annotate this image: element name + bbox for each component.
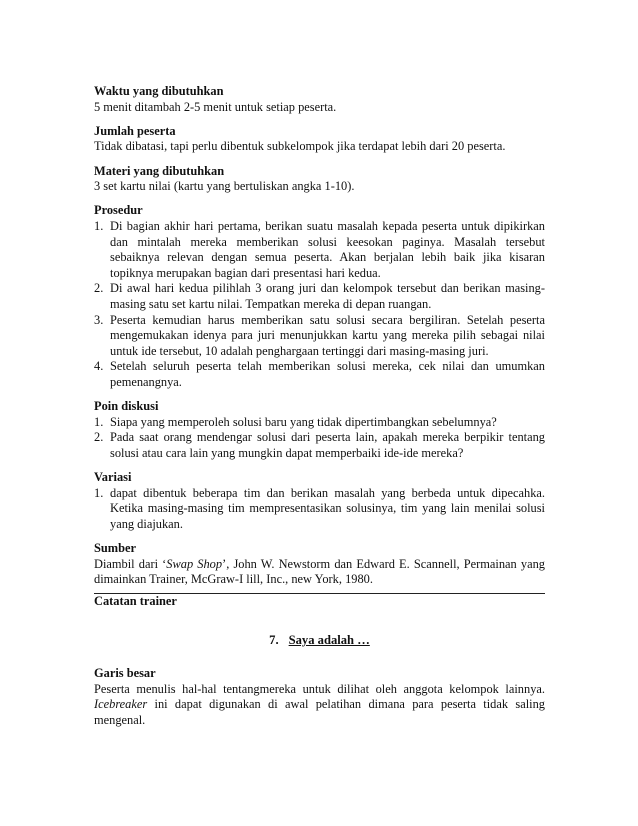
section-garis-besar [94, 666, 545, 728]
poin-list [94, 415, 545, 462]
heading-sumber: Sumber [94, 541, 136, 555]
text-materi: 3 set kartu nilai (kartu yang bertuliskan angka 1-10). [94, 179, 355, 194]
heading-catatan-trainer: Catatan trainer [94, 593, 177, 608]
garis-em: Icebreaker [94, 697, 148, 712]
list-text: Di awal hari kedua pilihlah 3 orang juri dan kelompok tersebut dan berikan masing-masing satu set kartu nilai. Tempatkan mereka di depan ruangan. [110, 281, 545, 311]
section-prosedur [94, 203, 545, 390]
list-number: 1. [94, 485, 104, 500]
section-poin-diskusi [94, 399, 545, 461]
list-item [94, 281, 545, 312]
section-variasi [94, 470, 545, 532]
list-number: 2. [94, 281, 104, 296]
sumber-post: ’, John W. Newstorm dan Edward E. Scannell, Permainan yang dimainkan Trainer, McGraw-I lill, Inc., new York, 1980. [94, 556, 545, 587]
chapter-title: Saya adalah … [288, 633, 370, 648]
list-number: 2. [94, 430, 104, 445]
text-jumlah: Tidak dibatasi, tapi perlu dibentuk subkelompok jika terdapat lebih dari 20 peserta. [94, 139, 506, 154]
list-text: Siapa yang memperoleh solusi baru yang tidak dipertimbangkan sebelumnya? [110, 414, 497, 429]
list-number: 1. [94, 414, 104, 429]
section-catatan [94, 594, 545, 610]
list-text: Peserta kemudian harus memberikan satu solusi secara bergiliran. Setelah peserta mengemukakan idenya para juri menunjukkan kartu yang mereka pilih sebagai nilai untuk ide tersebut, 10 adalah penghargaan tertinggi dari masing-masing juri. [110, 312, 545, 358]
sumber-pre: Diambil dari ‘ [94, 556, 167, 571]
sumber-title: Swap Shop [166, 556, 223, 571]
heading-materi: Materi yang dibutuhkan [94, 163, 225, 178]
list-text: Pada saat orang mendengar solusi dari peserta lain, apakah mereka berpikir tentang solusi atau cara lain yang mungkin dapat memperbaiki ide-ide mereka? [110, 430, 545, 460]
heading-prosedur: Prosedur [94, 203, 143, 218]
list-text: dapat dibentuk beberapa tim dan berikan masalah yang berbeda untuk dipecahka. Ketika masing-masing tim mempresentasikan solusinya, tim yang lain menilai solusi yang diajukan. [110, 485, 545, 531]
list-item [94, 415, 545, 431]
text-garis-besar [94, 682, 545, 729]
list-item [94, 430, 545, 461]
section-sumber [94, 541, 545, 594]
list-item [94, 219, 545, 281]
garis-pre: Peserta menulis hal-hal tentangmereka untuk dilihat oleh anggota kelompok lainnya. [94, 681, 545, 696]
garis-post: ini dapat digunakan di awal pelatihan dimana para peserta tidak saling mengenal. [94, 697, 545, 727]
section-waktu [94, 84, 545, 115]
list-number: 4. [94, 359, 104, 374]
text-waktu: 5 menit ditambah 2-5 menit untuk setiap peserta. [94, 99, 337, 114]
list-number: 1. [94, 218, 104, 233]
list-text: Setelah seluruh peserta telah memberikan solusi mereka, cek nilai dan umumkan pemenangnya. [110, 359, 545, 389]
chapter-number: 7. [269, 633, 279, 648]
heading-garis-besar: Garis besar [94, 665, 156, 680]
heading-waktu: Waktu yang dibutuhkan [94, 84, 224, 98]
section-jumlah [94, 124, 545, 155]
list-item [94, 313, 545, 360]
heading-poin-diskusi: Poin diskusi [94, 399, 159, 414]
text-sumber [94, 557, 545, 588]
page-content [94, 84, 545, 737]
section-materi [94, 164, 545, 195]
prosedur-list [94, 219, 545, 391]
variasi-list [94, 486, 545, 533]
chapter-heading [94, 633, 545, 649]
heading-variasi: Variasi [94, 470, 132, 485]
list-item [94, 359, 545, 390]
list-item [94, 486, 545, 533]
list-number: 3. [94, 312, 104, 327]
heading-jumlah: Jumlah peserta [94, 123, 176, 138]
list-text: Di bagian akhir hari pertama, berikan suatu masalah kepada peserta untuk dipikirkan dan mintalah mereka memberikan solusi keesokan paginya. Masalah tersebut sebaiknya relevan dengan semua peserta. Akan berjalan lebih baik jika kisaran topiknya merupakan bagian dari presentasi hari kedua. [110, 218, 545, 280]
